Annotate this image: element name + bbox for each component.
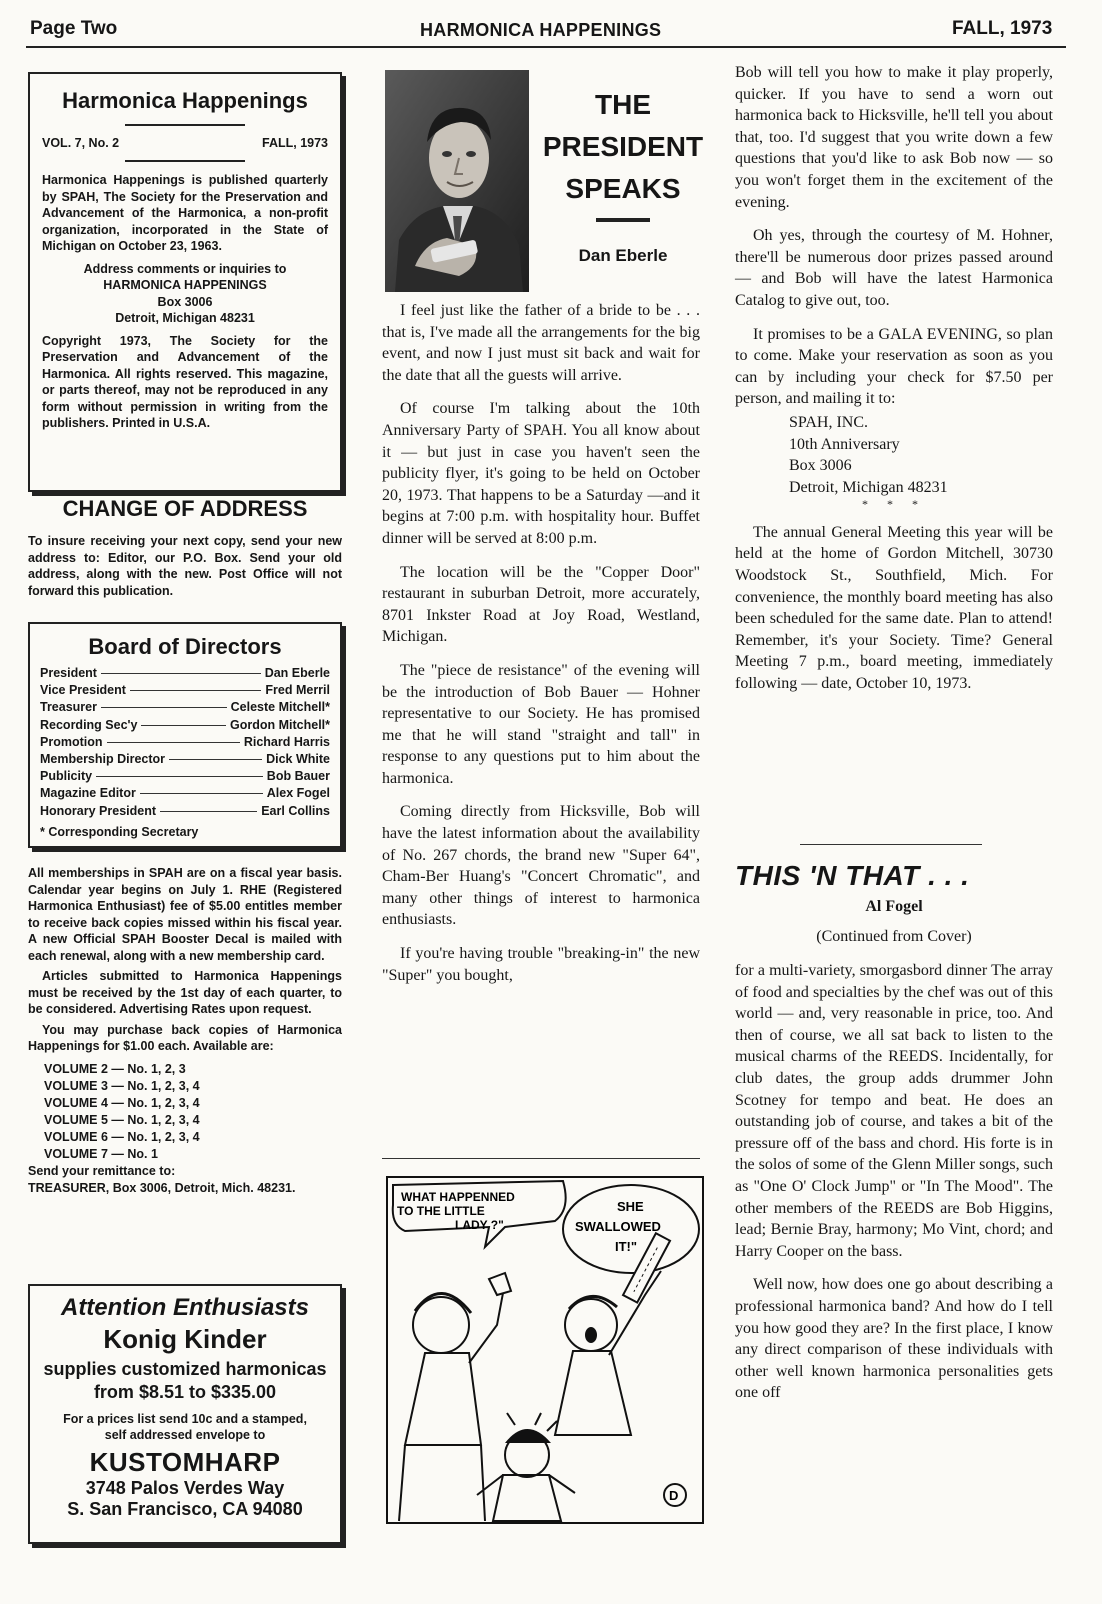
- article-paragraph: Bob will tell you how to make it play properly, quicker. If you have to send a worn out harmonica back to Hicksville, he'll tell you about that, too. I'd suggest that you write down a few questions that you'd like to ask Bob now — so you won't forget them in the excitement of the evening.: [735, 64, 1053, 211]
- back-issue-item: VOLUME 3 — No. 1, 2, 3, 4: [44, 1078, 200, 1093]
- masthead-volume: VOL. 7, No. 2: [42, 136, 120, 150]
- address-line: Box 3006: [789, 457, 852, 475]
- membership-info: [28, 865, 342, 1197]
- ad-headline: Attention Enthusiasts: [60, 1294, 309, 1321]
- back-issue-item: VOLUME 5 — No. 1, 2, 3, 4: [44, 1112, 200, 1127]
- masthead-title: Harmonica Happenings: [62, 88, 308, 113]
- address-line: 10th Anniversary: [789, 435, 900, 453]
- membership-paragraph: Articles submitted to Harmonica Happenings must be received by the 1st day of each quarter, to be considered. Advertising Rates upon request.: [28, 969, 342, 1016]
- address-line: Address comments or inquiries to: [83, 261, 287, 276]
- this-n-that-title: THIS 'N THAT . . .: [735, 860, 970, 891]
- cartoon: [385, 1175, 709, 1531]
- board-name: Dick White: [266, 751, 330, 766]
- article-paragraph: It promises to be a GALA EVENING, so plan to come. Make your reservation as soon as you can by including your check for $7.50 per person, and mailing it to:: [735, 325, 1053, 408]
- title-line: SPEAKS: [565, 173, 681, 204]
- article-paragraph: Oh yes, through the courtesy of M. Hohner, there'll be numerous door prizes passed around — and Bob will have the latest Harmonica Catalog to give out, too.: [735, 227, 1053, 309]
- ad-name: Konig Kinder: [103, 1324, 267, 1354]
- masthead-copyright: Copyright 1973, The Society for the Preservation and Advancement of the Harmonica. All rights reserved. This magazine, or parts thereof, may not be reproduced in any form without permission in writing from the publishers. Printed in U.S.A.: [42, 333, 328, 430]
- page-number: Page Two: [30, 18, 118, 39]
- masthead-about: Harmonica Happenings is published quarterly by SPAH, The Society for the Preservation and Advancement of the Harmonica, a non-profit organization, incorporated in the State of Michigan on October 23, 1963.: [42, 173, 328, 253]
- article-paragraph: Coming directly from Hicksville, Bob will have the latest information about the availability of No. 267 chords, the brand new "Super 64", Cham-Ber Huang's "Concert Chromatic", and many other things of interest to harmonica enthusiasts.: [382, 803, 700, 929]
- membership-paragraph: All memberships in SPAH are on a fiscal year basis. Calendar year begins on July 1. RHE (Registered Harmonica Enthusiast) fee of $5.00 entitles member to receive back copies missed within his fiscal year. A new Official SPAH Booster Decal is mailed with each renewal, along with a new membership card.: [28, 866, 342, 963]
- section-separator: * * *: [862, 497, 926, 512]
- remittance-address: TREASURER, Box 3006, Detroit, Mich. 48231.: [28, 1180, 296, 1195]
- this-n-that-author: Al Fogel: [865, 898, 923, 915]
- back-issue-item: VOLUME 6 — No. 1, 2, 3, 4: [44, 1129, 200, 1144]
- board-row: [40, 700, 330, 717]
- change-of-address-text: To insure receiving your next copy, send your new address to: Editor, our P.O. Box. Send your old address, along with the new. Post Office will not forward this publication.: [28, 534, 342, 598]
- title-line: PRESIDENT: [542, 131, 704, 162]
- board-role: Recording Sec'y: [40, 717, 138, 732]
- speech-text: SHE: [617, 1199, 644, 1214]
- address-line: Detroit, Michigan 48231: [115, 311, 255, 325]
- board-role: Publicity: [40, 769, 93, 784]
- column-rule: [800, 844, 982, 845]
- ad-city: S. San Francisco, CA 94080: [67, 1499, 303, 1519]
- speech-text: TO THE LITTLE: [397, 1204, 485, 1218]
- masthead-season: FALL, 1973: [262, 136, 328, 150]
- speech-text: WHAT HAPPENNED: [401, 1190, 515, 1204]
- board-role: Magazine Editor: [40, 786, 136, 801]
- article-paragraph: If you're having trouble "breaking-in" the new "Super" you bought,: [382, 945, 700, 984]
- board-name: Richard Harris: [243, 734, 330, 749]
- cartoon-signature: D: [669, 1488, 679, 1503]
- address-line: Box 3006: [157, 294, 213, 309]
- board-name: Gordon Mitchell*: [230, 717, 330, 732]
- board-role: Honorary President: [40, 803, 157, 818]
- board-row: [40, 735, 330, 752]
- remittance-label: Send your remittance to:: [28, 1163, 176, 1178]
- publication-name: HARMONICA HAPPENINGS: [420, 20, 662, 40]
- masthead-volume-row: [42, 136, 328, 150]
- board-row: [40, 718, 330, 735]
- board-role: President: [40, 666, 97, 680]
- board-footnote: * Corresponding Secretary: [40, 824, 199, 839]
- president-speaks-title: [540, 84, 706, 210]
- address-line: HARMONICA HAPPENINGS: [103, 278, 267, 292]
- title-line: THE: [595, 89, 651, 120]
- board-title: Board of Directors: [88, 634, 282, 659]
- ad-price-list: For a prices list send 10c and a stamped, self addressed envelope to: [63, 1412, 307, 1442]
- speech-text: IT!": [615, 1239, 638, 1254]
- back-issue-item: VOLUME 2 — No. 1, 2, 3: [44, 1061, 186, 1076]
- board-role: Vice President: [40, 683, 126, 698]
- board-of-directors-box: [28, 622, 342, 848]
- article-paragraph: Of course I'm talking about the 10th Anniversary Party of SPAH. You all know about it — but just in case you haven't seen the publicity flyer, it's going to be held on October 20, 1973. That happens to be a Saturday —and it begins at 7:00 p.m. with hospitality hour. Buffet dinner will be served at 8:00 p.m.: [382, 400, 700, 547]
- ad-line: supplies customized harmonicas: [43, 1359, 327, 1379]
- article-paragraph: The "piece de resistance" of the evening will be the introduction of Bob Bauer — Hohner representative to our Society. He has promised me that he will stand "straight and tall" in response to any questions put to him about the harmonica.: [382, 661, 700, 787]
- this-n-that-article: [735, 960, 1053, 1416]
- ad-company: KUSTOMHARP: [89, 1447, 281, 1477]
- article-paragraph: I feel just like the father of a bride to be . . . that is, I've made all the arrangements for the big event, and now I just must sit back and wait for the date that all the guests will arrive.: [382, 302, 700, 384]
- speech-text: LADY ?": [455, 1218, 504, 1232]
- masthead-address: [42, 261, 328, 327]
- board-row: [40, 666, 330, 683]
- board-row: [40, 683, 330, 700]
- board-role: Membership Director: [40, 751, 166, 766]
- article-paragraph: Well now, how does one go about describing a professional harmonica band? And how do I tell you how good they are? In the first place, I know any direct comparison of these individuals with other well known harmonica personalities gets one off: [735, 1276, 1053, 1402]
- back-issue-item: VOLUME 7 — No. 1: [44, 1146, 158, 1161]
- board-row: [40, 769, 330, 786]
- title-rule: [596, 218, 650, 222]
- masthead-box: [28, 72, 342, 492]
- back-issue-list: [44, 1061, 342, 1163]
- issue-date: FALL, 1973: [952, 18, 1053, 39]
- continued-note: (Continued from Cover): [816, 928, 972, 945]
- president-photo: [385, 70, 529, 292]
- address-line: Detroit, Michigan 48231: [789, 478, 948, 496]
- ad-street: 3748 Palos Verdes Way: [85, 1478, 285, 1498]
- board-name: Dan Eberle: [264, 666, 330, 680]
- column-rule: [382, 1158, 700, 1159]
- speech-text: SWALLOWED: [575, 1219, 661, 1234]
- kustomharp-ad: [28, 1284, 342, 1544]
- mail-to-address: [789, 412, 1053, 498]
- board-row: [40, 752, 330, 769]
- board-row: [40, 786, 330, 803]
- board-role: Treasurer: [40, 700, 97, 715]
- ad-price-range: from $8.51 to $335.00: [93, 1382, 277, 1402]
- header-rule: [26, 46, 1066, 48]
- board-name: Alex Fogel: [266, 786, 330, 801]
- president-article: [382, 300, 700, 998]
- article-paragraph: The annual General Meeting this year will be held at the home of Gordon Mitchell, 30730 Woodstock St., Southfield, Mich. For convenience, the monthly board meeting has also been scheduled for the same date. Plan to attend! Remember, it's your Society. Time? General Meeting 7 p.m., board meeting, immediately following — date, October 10, 1973.: [735, 523, 1053, 693]
- board-name: Fred Merril: [265, 683, 330, 698]
- address-line: SPAH, INC.: [789, 413, 868, 431]
- back-issue-item: VOLUME 4 — No. 1, 2, 3, 4: [44, 1095, 200, 1110]
- masthead-rule: [125, 160, 245, 162]
- article-paragraph: The location will be the "Copper Door" restaurant in suburban Detroit, more accurately, 8701 Inkster Road at Joy Road, Westland, Michigan.: [382, 563, 700, 646]
- board-name: Celeste Mitchell*: [230, 700, 330, 715]
- president-article-continued: [735, 62, 1053, 707]
- president-author: Dan Eberle: [578, 246, 668, 265]
- board-row: [40, 804, 330, 821]
- article-paragraph: for a multi-variety, smorgasbord dinner The array of food and specialties by the chef was out of this world — and, very reasonable in price, too. And then of course, we all sat back to listen to the musical charms of the REEDS. Incidentally, for club dates, the group adds drummer John Scotney for tempo and beat. He does an outstanding job of course, and takes a bit of the pressure off of the bass and chord. His forte is in the solos of some of the Glenn Miller songs, such as "One O' Clock Jump" or "In The Mood". The other members of the REEDS are Bob Higgins, lead; Bernie Bray, harmony; Mo Vint, chord; and Harry Cooper on the bass.: [735, 962, 1053, 1260]
- board-name: Bob Bauer: [266, 769, 330, 784]
- change-of-address-title: CHANGE OF ADDRESS: [62, 496, 308, 521]
- board-name: Earl Collins: [261, 803, 330, 818]
- membership-paragraph: You may purchase back copies of Harmonica Happenings for $1.00 each. Available are:: [28, 1022, 342, 1053]
- board-role: Promotion: [40, 734, 103, 749]
- masthead-rule: [125, 124, 245, 126]
